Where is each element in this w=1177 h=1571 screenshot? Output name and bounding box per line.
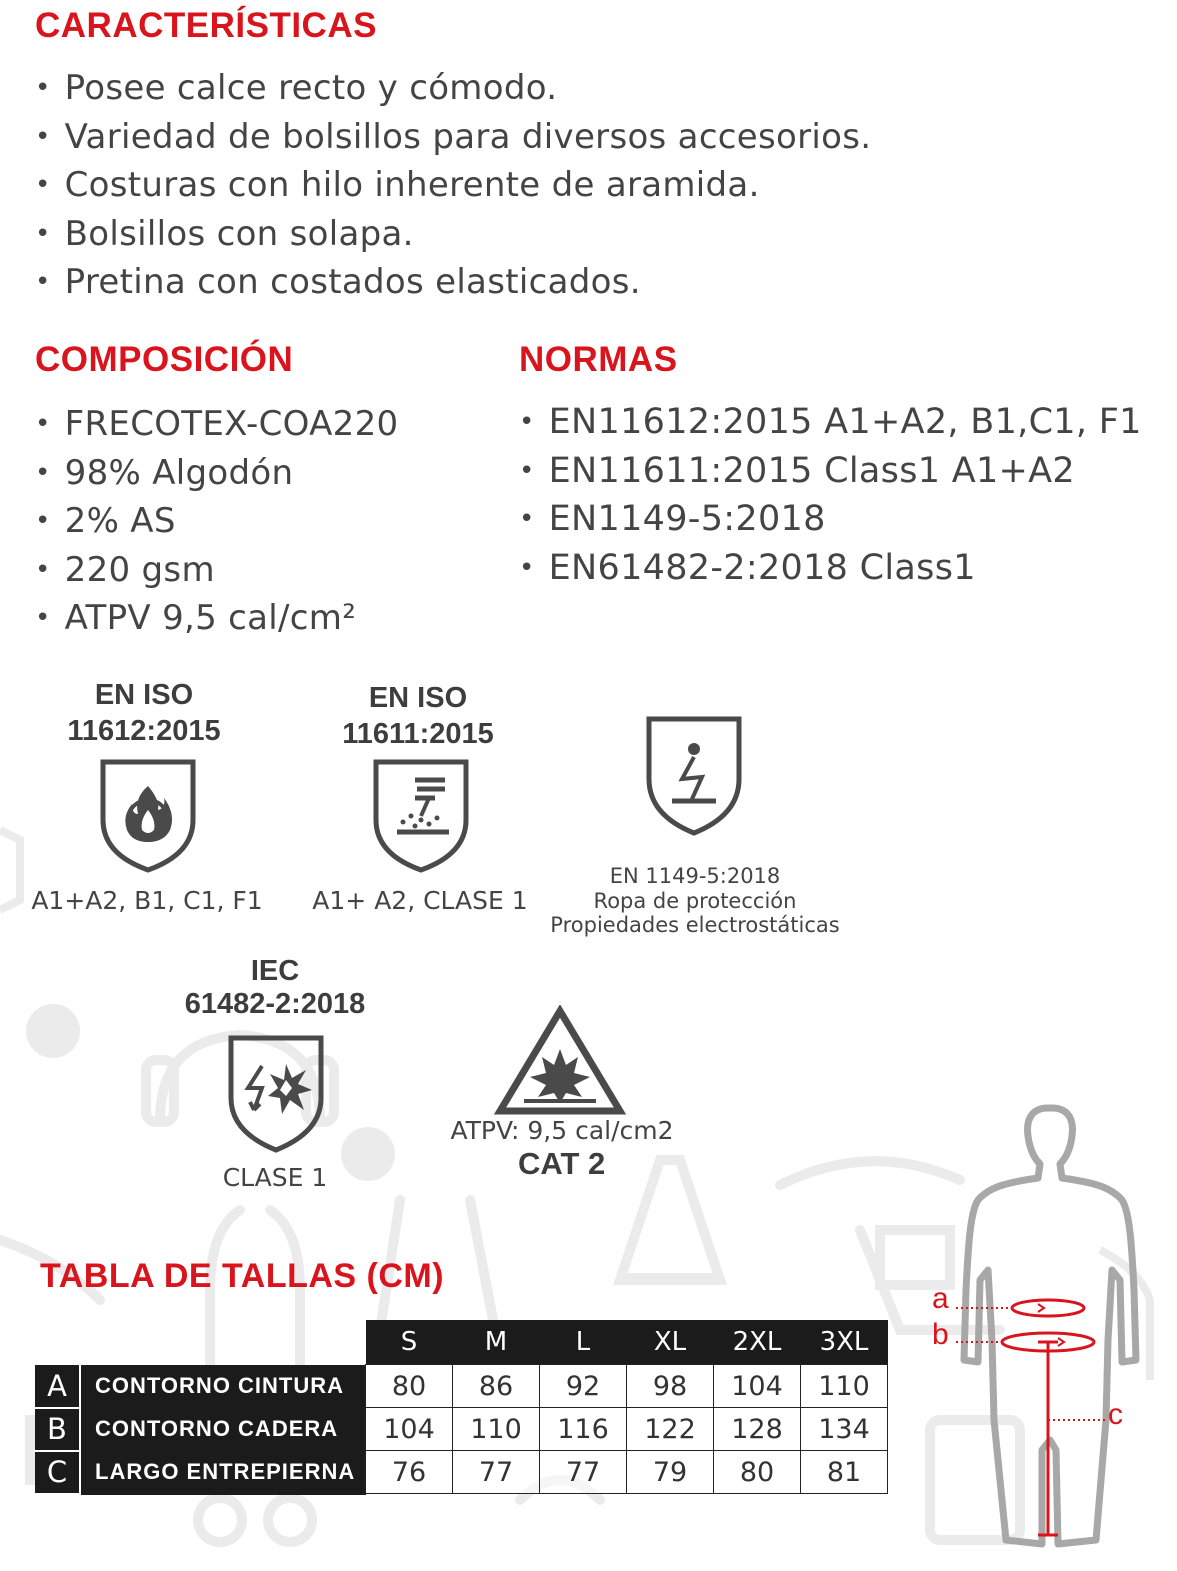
cert-title-line: EN ISO xyxy=(94,679,194,711)
table-row xyxy=(35,1408,888,1451)
size-header-cell: S xyxy=(366,1320,453,1365)
cert-atpv-category: CAT 2 xyxy=(518,1146,606,1181)
list-item: • Pretina con costados elasticados. xyxy=(35,260,871,309)
table-cell: 122 xyxy=(627,1408,714,1451)
cert-title-line: 11611:2015 xyxy=(342,718,494,750)
size-header-cell: M xyxy=(453,1320,540,1365)
diagram-label-a: a xyxy=(932,1282,949,1315)
size-header-cell: 3XL xyxy=(801,1320,888,1365)
row-label: CONTORNO CADERA xyxy=(80,1408,366,1451)
electric-arc-shield-icon xyxy=(226,1034,326,1154)
size-header-cell: 2XL xyxy=(714,1320,801,1365)
cert-iso11611-caption: A1+ A2, CLASE 1 xyxy=(312,886,528,915)
list-item: • 98% Algodón xyxy=(35,451,398,500)
cert-caption-line: Propiedades electrostáticas xyxy=(550,913,840,937)
row-label: LARGO ENTREPIERNA xyxy=(80,1451,366,1494)
cert-title-line: 61482-2:2018 xyxy=(184,988,366,1020)
list-item: • EN11612:2015 A1+A2, B1,C1, F1 xyxy=(519,400,1142,449)
table-cell: 81 xyxy=(801,1451,888,1494)
size-table-heading: TABLA DE TALLAS (CM) xyxy=(40,1257,445,1295)
table-cell: 86 xyxy=(453,1365,540,1408)
cert-iso11612-title xyxy=(44,677,244,749)
table-cell: 134 xyxy=(801,1408,888,1451)
cert-caption-line: Ropa de protección xyxy=(593,888,797,913)
features-heading: CARACTERÍSTICAS xyxy=(35,6,377,45)
size-header-cell: XL xyxy=(627,1320,714,1365)
table-row xyxy=(35,1451,888,1494)
table-cell: 80 xyxy=(366,1365,453,1408)
row-letter: C xyxy=(35,1451,80,1494)
row-letter: A xyxy=(35,1365,80,1408)
table-row xyxy=(35,1365,888,1408)
row-label: CONTORNO CINTURA xyxy=(80,1365,366,1408)
table-cell: 77 xyxy=(453,1451,540,1494)
list-item: • Bolsillos con solapa. xyxy=(35,212,871,261)
list-item: • 2% AS xyxy=(35,499,398,548)
composition-list xyxy=(35,402,398,645)
cert-iso11611-title xyxy=(318,680,518,752)
table-cell: 92 xyxy=(540,1365,627,1408)
cert-title-line: 11612:2015 xyxy=(67,715,221,747)
standards-heading: NORMAS xyxy=(519,340,678,379)
cert-en1149-caption xyxy=(540,864,850,938)
row-letter: B xyxy=(35,1408,80,1451)
table-cell: 110 xyxy=(801,1365,888,1408)
table-cell: 76 xyxy=(366,1451,453,1494)
table-cell: 98 xyxy=(627,1365,714,1408)
table-cell: 80 xyxy=(714,1451,801,1494)
arc-flash-warning-icon xyxy=(494,1005,626,1117)
cert-title-line: EN ISO xyxy=(368,682,468,714)
electrostatic-shield-icon xyxy=(644,715,744,837)
cert-atpv-caption: ATPV: 9,5 cal/cm2 xyxy=(450,1116,674,1145)
composition-heading: COMPOSICIÓN xyxy=(35,340,294,379)
table-cell: 116 xyxy=(540,1408,627,1451)
table-cell: 128 xyxy=(714,1408,801,1451)
diagram-label-c: c xyxy=(1108,1398,1123,1431)
features-list xyxy=(35,66,871,309)
list-item: • 220 gsm xyxy=(35,548,398,597)
list-item: • Variedad de bolsillos para diversos accesorios. xyxy=(35,115,871,164)
size-header-row xyxy=(35,1320,888,1365)
cert-iso11612-caption: A1+A2, B1, C1, F1 xyxy=(31,886,263,915)
list-item: • Costuras con hilo inherente de aramida. xyxy=(35,163,871,212)
cert-caption-line: EN 1149-5:2018 xyxy=(609,864,781,888)
list-item: • EN1149-5:2018 xyxy=(519,497,1142,546)
table-cell: 77 xyxy=(540,1451,627,1494)
flame-shield-icon xyxy=(98,758,198,874)
body-measurement-diagram xyxy=(930,1100,1170,1560)
list-item: • Posee calce recto y cómodo. xyxy=(35,66,871,115)
size-header-cell: L xyxy=(540,1320,627,1365)
cert-title-line: IEC xyxy=(250,955,300,987)
table-cell: 104 xyxy=(366,1408,453,1451)
table-cell: 104 xyxy=(714,1365,801,1408)
table-cell: 79 xyxy=(627,1451,714,1494)
cert-iec61482-title xyxy=(170,955,380,1021)
list-item: • FRECOTEX-COA220 xyxy=(35,402,398,451)
size-table xyxy=(35,1320,888,1495)
diagram-label-b: b xyxy=(932,1318,949,1351)
list-item: • EN11611:2015 Class1 A1+A2 xyxy=(519,449,1142,498)
cert-iec61482-caption: CLASE 1 xyxy=(222,1163,328,1192)
list-item: • EN61482-2:2018 Class1 xyxy=(519,546,1142,595)
list-item: • ATPV 9,5 cal/cm² xyxy=(35,596,398,645)
table-cell: 110 xyxy=(453,1408,540,1451)
empty-header-cell xyxy=(35,1320,366,1365)
welding-shield-icon xyxy=(371,758,471,874)
standards-list xyxy=(519,400,1142,594)
